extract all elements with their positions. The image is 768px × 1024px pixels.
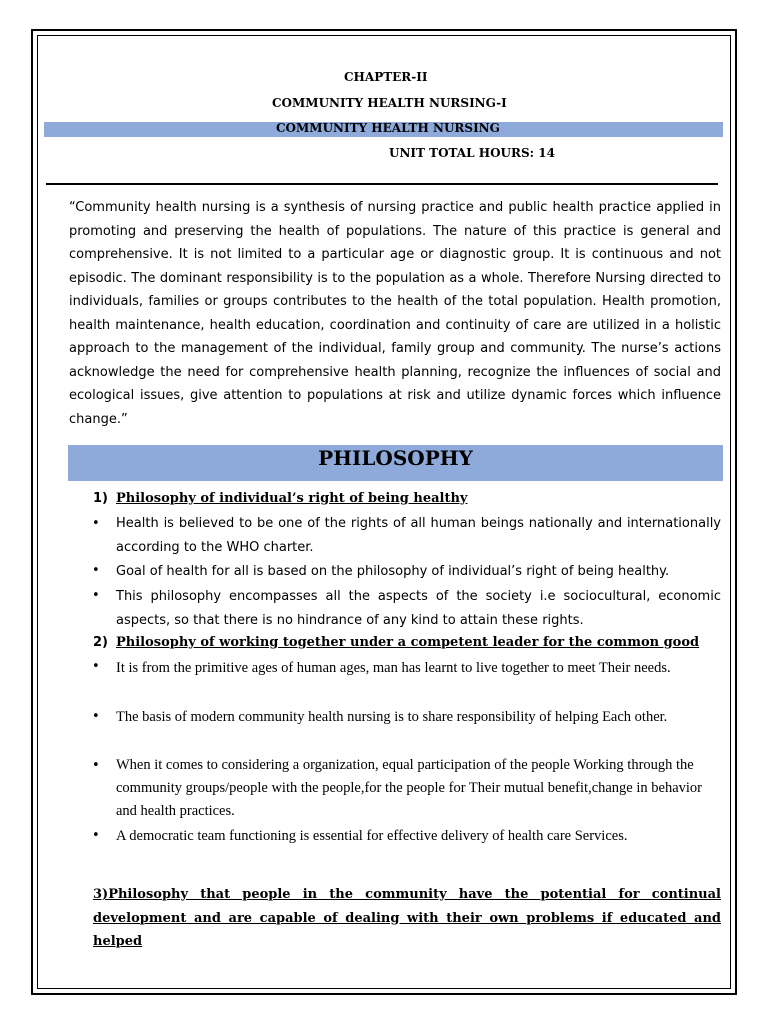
bullet-marker: • [92, 588, 100, 603]
header-divider [46, 183, 718, 185]
subject-title: COMMUNITY HEALTH NURSING-I [272, 96, 507, 110]
chapter-label: CHAPTER-II [344, 70, 428, 84]
bullet-marker: • [92, 563, 100, 578]
section-2-bullet-2: The basis of modern community health nursing is to share responsibility of helping Each other. [116, 709, 668, 725]
section-1-bullet-2: Goal of health for all is based on the philosophy of individual’s right of being healthy. [116, 564, 670, 579]
bullet-marker: • [92, 709, 100, 724]
section-1-bullet-1: Health is believed to be one of the rights of all human beings nationally and internationally according to the WHO charter. [116, 516, 721, 555]
unit-title: COMMUNITY HEALTH NURSING [276, 121, 500, 135]
section-2-bullet-4: A democratic team functioning is essential for effective delivery of health care Services. [116, 828, 628, 844]
section-2-number: 2) [93, 635, 108, 650]
section-1-heading: Philosophy of individual’s right of being healthy [116, 491, 468, 506]
section-1-number: 1) [93, 491, 108, 506]
bullet-marker: • [92, 659, 100, 674]
bullet-marker: • [92, 758, 100, 773]
section-3-heading-line-1: 3)Philosophy that people in the community have the potential for continual [93, 887, 721, 902]
unit-hours: UNIT TOTAL HOURS: 14 [389, 146, 555, 160]
section-3-heading-line-2: development and are capable of dealing with their own problems if educated and [93, 910, 721, 926]
philosophy-title: PHILOSOPHY [318, 446, 473, 470]
section-2-bullet-1: It is from the primitive ages of human ages, man has learnt to live together to meet Their needs. [116, 660, 671, 676]
section-1-bullet-3: This philosophy encompasses all the aspects of the society i.e sociocultural, economic aspects, so that there is no hindrance of any kind to attain these rights. [116, 589, 721, 628]
section-3-heading [93, 883, 721, 954]
section-2-heading: Philosophy of working together under a competent leader for the common good [116, 635, 700, 650]
definition-paragraph: “Community health nursing is a synthesis of nursing practice and public health practice applied in promoting and preserving the health of populations. The nature of this practice is general and comprehensive. It is not limited to a particular age or diagnostic group. It is continuous and not episodic. The dominant responsibility is to the population as a whole. Therefore Nursing directed to individuals, families or groups contributes to the health of the total population. Health promotion, health maintenance, health education, coordination and continuity of care are utilized in a holistic approach to the management of the individual, family group and community. The nurse’s actions acknowledge the need for comprehensive health planning, recognize the influences of social and ecological issues, give attention to populations at risk and utilize dynamic forces which influence change.” [69, 200, 721, 427]
section-3-heading-line-3: helped [93, 934, 143, 949]
section-2-bullet-3: When it comes to considering a organization, equal participation of the people Working through the community groups/people with the people,for the people for Their mutual benefit,change in behavior and health practices. [116, 757, 703, 819]
bullet-marker: • [92, 828, 100, 843]
bullet-marker: • [92, 516, 100, 531]
